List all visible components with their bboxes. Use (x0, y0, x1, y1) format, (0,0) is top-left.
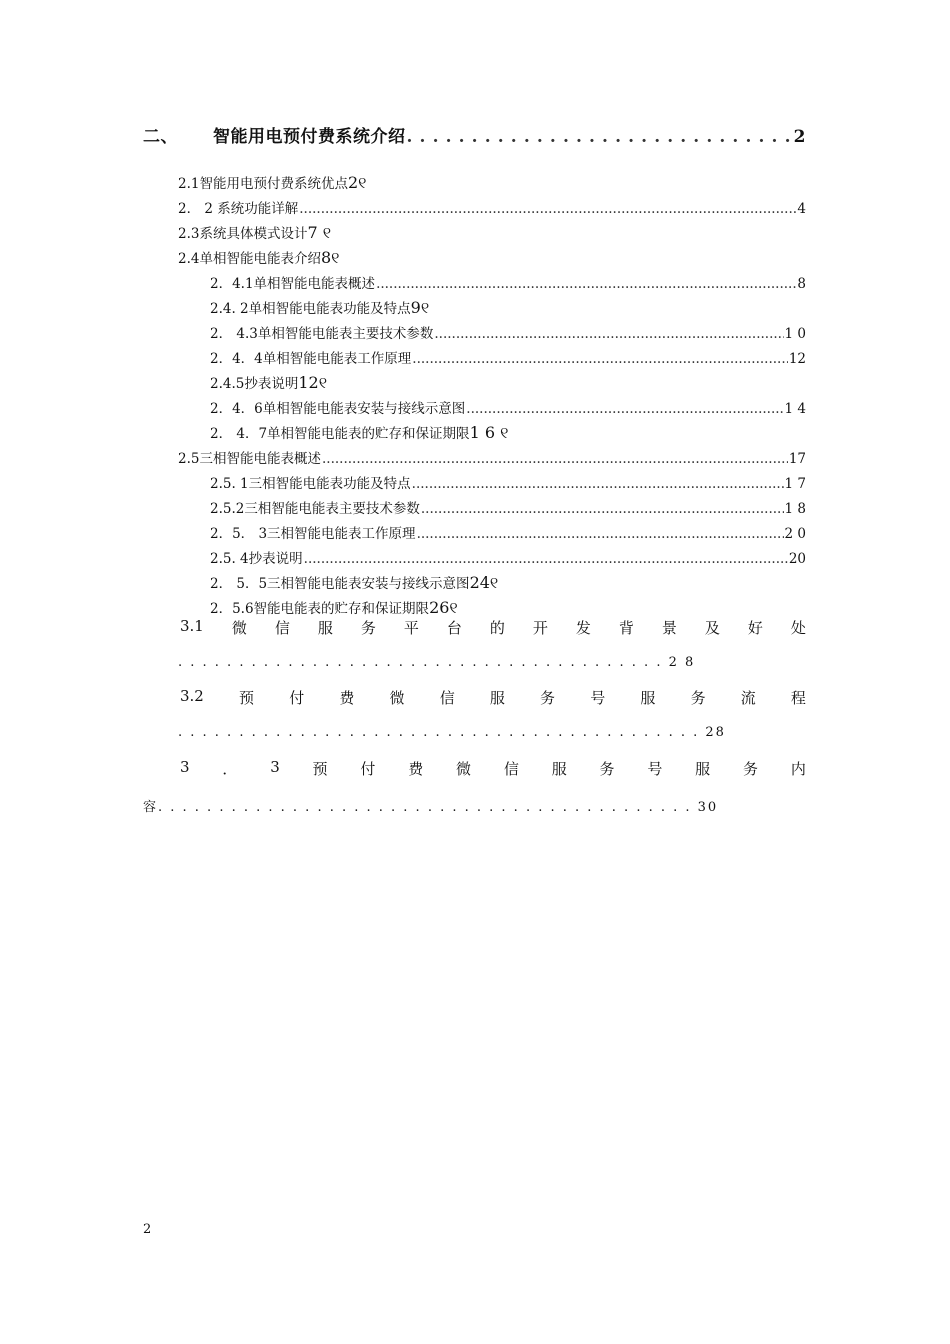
toc-dot-leader-line: . . . . . . . . . . . . . . . . . . . . . . . . . . . . . . . . . . . . . . . . . . . 28 (178, 725, 726, 740)
toc-char: 好 (747, 619, 763, 637)
dot-leader (466, 401, 783, 417)
toc-entry-page: 12୧ (298, 373, 328, 392)
toc-char: 微 (456, 760, 472, 778)
toc-char: 信 (274, 619, 290, 637)
dot-leader (412, 476, 784, 492)
toc-entry-page: 26୧ (429, 598, 458, 617)
toc-entry-spread[interactable] (180, 687, 806, 708)
page-number: 2 (143, 1222, 152, 1237)
toc-entry-page: 24୧ (469, 573, 499, 592)
heading-number: 二、 (143, 127, 178, 147)
toc-entry-title: 2． 5．5三相智能电能表安装与接线示意图 (210, 576, 470, 592)
toc-entry-page: 2 0 (784, 526, 806, 542)
dot-leader (417, 526, 784, 542)
toc-heading-section-2[interactable] (143, 122, 806, 147)
toc-char: 台 (446, 619, 462, 637)
toc-char: 信 (439, 689, 455, 707)
toc-char: 开 (532, 619, 548, 637)
dot-leader (322, 451, 788, 467)
toc-entry[interactable] (210, 297, 429, 317)
toc-char: 费 (408, 760, 424, 778)
toc-entry-title: 2.1智能用电预付费系统优点 (178, 176, 348, 192)
dot-leader (412, 351, 788, 367)
toc-char: 务 (690, 689, 706, 707)
heading-page: 2 (793, 127, 806, 147)
toc-char: 背 (618, 619, 634, 637)
toc-entry[interactable] (210, 272, 806, 292)
toc-entry-page: 1 8 (784, 501, 806, 517)
toc-char: 信 (503, 760, 519, 778)
toc-entry-title: 2．5.6智能电能表的贮存和保证期限 (210, 601, 430, 617)
toc-char: 平 (403, 619, 419, 637)
toc-char: 3.1 (180, 617, 204, 635)
toc-entry-title: 2.5.2三相智能电能表主要技术参数 (210, 501, 420, 517)
toc-entry-title: 2.3系统具体模式设计 (178, 226, 308, 242)
toc-entry-page: 7 ୧ (307, 223, 332, 242)
toc-entry-page: 1 4 (784, 401, 806, 417)
toc-entry-page: 8୧ (320, 248, 340, 267)
toc-entry-title: 2.4. 2单相智能电能表功能及特点 (210, 301, 411, 317)
toc-char: 处 (790, 619, 806, 637)
toc-char: 程 (790, 689, 806, 707)
toc-char: 务 (743, 760, 759, 778)
toc-entry-title: 2.5三相智能电能表概述 (178, 451, 321, 467)
toc-entry-page: 1 6 ୧ (469, 423, 509, 442)
dot-leader (421, 501, 784, 517)
toc-entry[interactable] (210, 547, 806, 567)
toc-entry-title: 2．4．4单相智能电能表工作原理 (210, 351, 412, 367)
toc-entry[interactable] (178, 172, 367, 192)
dot-leader (304, 551, 788, 567)
toc-entry[interactable] (210, 472, 806, 492)
toc-char: 付 (289, 689, 305, 707)
toc-char: 预 (312, 760, 328, 778)
toc-entry[interactable] (178, 197, 806, 217)
toc-char: 3 (180, 758, 190, 776)
toc-entry-page: 12 (788, 351, 806, 367)
toc-char: 服 (317, 619, 333, 637)
toc-entry-page: 20 (788, 551, 806, 567)
toc-char: 服 (695, 760, 711, 778)
toc-entry-title: 2．5． 3三相智能电能表工作原理 (210, 526, 416, 542)
toc-entry-title: 2.4.5抄表说明 (210, 376, 299, 392)
toc-char: 发 (575, 619, 591, 637)
toc-char: ． (222, 760, 238, 778)
toc-char: 预 (239, 689, 255, 707)
toc-char: 服 (551, 760, 567, 778)
toc-char: 3.2 (180, 687, 204, 705)
toc-dot-leader-line: . . . . . . . . . . . . . . . . . . . . . . . . . . . . . . . . . . . . . . . . 2 8 (178, 655, 696, 670)
toc-char: 务 (360, 619, 376, 637)
toc-char: 号 (590, 689, 606, 707)
toc-entry-page: 1 0 (784, 326, 806, 342)
toc-char: 付 (360, 760, 376, 778)
toc-entry[interactable] (210, 372, 327, 392)
toc-entry[interactable] (210, 422, 508, 442)
toc-entry-title: 2.5. 4抄表说明 (210, 551, 303, 567)
toc-entry[interactable] (210, 572, 498, 592)
toc-entry-title: 2．4．6单相智能电能表安装与接线示意图 (210, 401, 466, 417)
toc-char: 服 (640, 689, 656, 707)
toc-entry[interactable] (210, 497, 806, 517)
dot-leader (407, 127, 793, 147)
toc-char: 微 (389, 689, 405, 707)
toc-entry-title: 2． 2 系统功能详解 (178, 201, 299, 217)
toc-entry-spread[interactable] (180, 758, 806, 779)
toc-entry[interactable] (210, 597, 458, 617)
toc-entry-title: 2．4.1单相智能电能表概述 (210, 276, 376, 292)
toc-entry-title: 2． 4．7单相智能电能表的贮存和保证期限 (210, 426, 470, 442)
toc-entry-page: 9୧ (410, 298, 430, 317)
toc-char: 微 (231, 619, 247, 637)
toc-entry-page: 8 (797, 276, 806, 292)
toc-entry[interactable] (210, 347, 806, 367)
toc-entry[interactable] (178, 222, 331, 242)
toc-char: 3 (270, 758, 280, 776)
toc-entry-title: 2． 4.3单相智能电能表主要技术参数 (210, 326, 434, 342)
dot-leader (434, 326, 783, 342)
toc-entry-page: 4 (797, 201, 806, 217)
toc-entry-title: 2.4单相智能电能表介绍 (178, 251, 321, 267)
toc-dot-leader-line: 容. . . . . . . . . . . . . . . . . . . . . . . . . . . . . . . . . . . . . . . . . . . . 30 (143, 800, 719, 815)
dot-leader (299, 201, 796, 217)
toc-entry-page: 17 (788, 451, 806, 467)
toc-char: 服 (489, 689, 505, 707)
toc-entry-page: 1 7 (784, 476, 806, 492)
toc-char: 的 (489, 619, 505, 637)
toc-entry[interactable] (210, 397, 806, 417)
toc-entry-spread[interactable] (180, 617, 806, 638)
toc-char: 务 (599, 760, 615, 778)
toc-entry-page: 2୧ (347, 173, 367, 192)
toc-char: 及 (704, 619, 720, 637)
dot-leader (376, 276, 796, 292)
toc-entry[interactable] (210, 322, 806, 342)
toc-char: 费 (339, 689, 355, 707)
toc-entry[interactable] (178, 447, 806, 467)
toc-entry-title: 2.5. 1三相智能电能表功能及特点 (210, 476, 411, 492)
toc-entry[interactable] (210, 522, 806, 542)
toc-char: 务 (540, 689, 556, 707)
heading-title: 智能用电预付费系统介绍 (213, 127, 406, 147)
toc-char: 号 (647, 760, 663, 778)
toc-entry[interactable] (178, 247, 340, 267)
toc-char: 流 (740, 689, 756, 707)
toc-char: 内 (790, 760, 806, 778)
toc-char: 景 (661, 619, 677, 637)
